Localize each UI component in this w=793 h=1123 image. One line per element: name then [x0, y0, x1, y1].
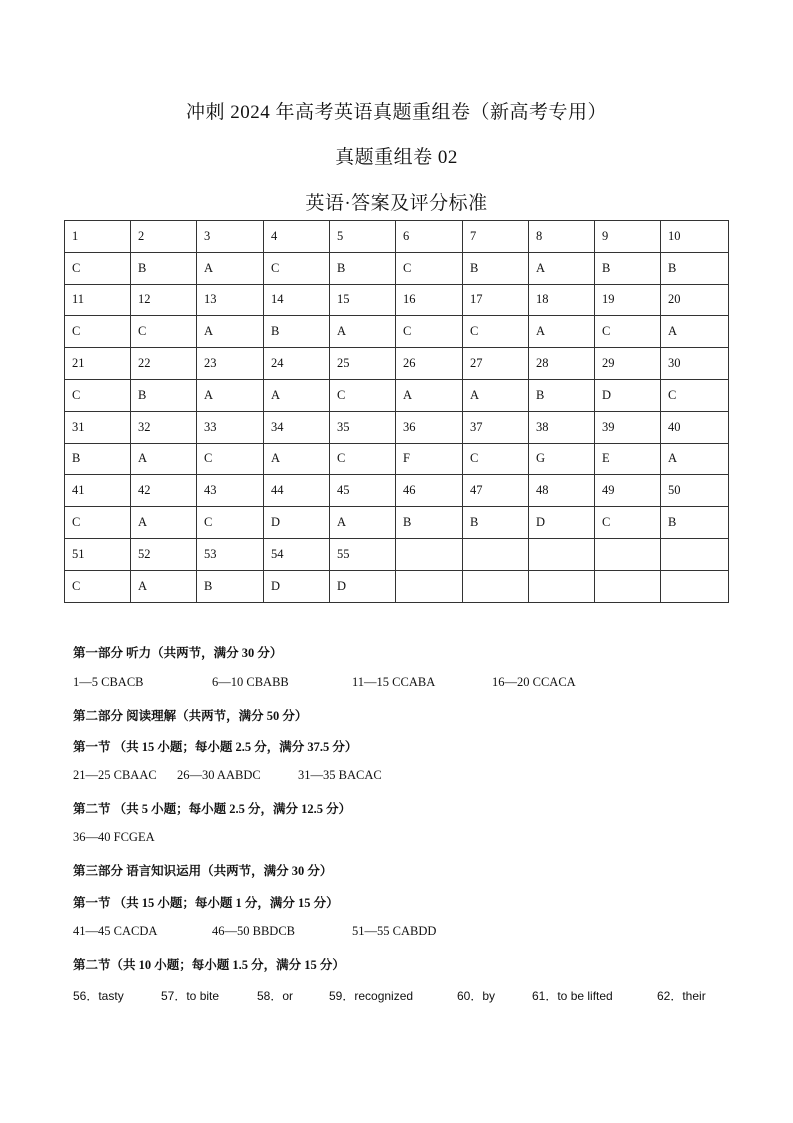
answer-cell: C [463, 316, 529, 348]
answer-cell: D [264, 570, 330, 602]
question-number-cell: 24 [264, 348, 330, 380]
question-number-cell: 39 [595, 411, 661, 443]
answer-cell [463, 570, 529, 602]
answer-cell: A [661, 316, 729, 348]
question-number-cell: 1 [65, 221, 131, 253]
answer-cell: B [595, 252, 661, 284]
answer-cell: D [330, 570, 396, 602]
answer-cell: C [396, 252, 463, 284]
answer-cell: A [197, 252, 264, 284]
question-number-cell: 15 [330, 284, 396, 316]
answer-row [65, 443, 729, 475]
answer-cell: A [529, 252, 595, 284]
part1-answers [73, 675, 576, 690]
document-subtitle: 真题重组卷 02 [335, 147, 458, 168]
question-number-cell: 7 [463, 221, 529, 253]
question-number-cell [463, 538, 529, 570]
answer-cell: C [65, 252, 131, 284]
question-number-cell [661, 538, 729, 570]
part1-heading: 第一部分 听力（共两节，满分 30 分） [73, 646, 283, 660]
answer-cell: B [131, 252, 197, 284]
answer-group: 16—20 CCACA [492, 675, 576, 689]
answer-cell: B [661, 252, 729, 284]
answer-cell: C [197, 507, 264, 539]
answer-cell: A [264, 379, 330, 411]
answer-group: 51—55 CABDD [352, 924, 437, 938]
answer-group: 46—50 BBDCB [212, 924, 296, 938]
question-number-cell [595, 538, 661, 570]
answer-cell: C [131, 316, 197, 348]
answer-cell: A [131, 570, 197, 602]
answer-cell: C [463, 443, 529, 475]
question-number-cell: 12 [131, 284, 197, 316]
answer-cell: A [661, 443, 729, 475]
answer-cell: B [330, 252, 396, 284]
answer-cell: A [463, 379, 529, 411]
question-number-cell: 38 [529, 411, 595, 443]
answer-cell: A [131, 443, 197, 475]
question-number-row [65, 475, 729, 507]
question-number-cell: 14 [264, 284, 330, 316]
question-number-cell: 10 [661, 221, 729, 253]
question-number-cell: 50 [661, 475, 729, 507]
question-number-cell: 3 [197, 221, 264, 253]
answer-group: 26—30 AABDC [177, 768, 261, 782]
question-number-cell: 20 [661, 284, 729, 316]
answer-cell: D [595, 379, 661, 411]
answer-group: 41—45 CACDA [73, 924, 158, 938]
question-number-cell: 18 [529, 284, 595, 316]
question-number-cell: 28 [529, 348, 595, 380]
answer-group: 36—40 FCGEA [73, 830, 155, 844]
question-number-cell: 22 [131, 348, 197, 380]
question-number-cell [529, 538, 595, 570]
answer-cell: B [65, 443, 131, 475]
answer-cell: B [463, 507, 529, 539]
answer-row [65, 507, 729, 539]
question-number-cell: 49 [595, 475, 661, 507]
answer-cell: A [330, 316, 396, 348]
answer-group: 11—15 CCABA [352, 675, 436, 689]
question-number-cell: 4 [264, 221, 330, 253]
answer-cell: F [396, 443, 463, 475]
answer-table-title: 英语·答案及评分标准 [305, 193, 488, 214]
question-number-cell: 34 [264, 411, 330, 443]
question-number-cell [396, 538, 463, 570]
question-number-cell: 51 [65, 538, 131, 570]
part2-heading: 第二部分 阅读理解（共两节，满分 50 分） [73, 709, 308, 723]
question-number-cell: 29 [595, 348, 661, 380]
answer-cell [661, 570, 729, 602]
part3-section1-answers [73, 924, 436, 939]
answer-cell: C [661, 379, 729, 411]
question-number-row [65, 221, 729, 253]
part2-section2-answers [73, 830, 155, 845]
answer-cell: C [595, 316, 661, 348]
answer-row [65, 379, 729, 411]
question-number-cell: 52 [131, 538, 197, 570]
part3-heading: 第三部分 语言知识运用（共两节，满分 30 分） [73, 864, 333, 878]
question-number-cell: 8 [529, 221, 595, 253]
answer-cell: D [264, 507, 330, 539]
question-number-cell: 27 [463, 348, 529, 380]
answer-group: 31—35 BACAC [298, 768, 382, 782]
question-number-row [65, 538, 729, 570]
question-number-cell: 13 [197, 284, 264, 316]
part3-section2-answers [73, 987, 706, 1004]
answer-cell: B [661, 507, 729, 539]
part2-section2-heading: 第二节 （共 5 小题；每小题 2.5 分，满分 12.5 分） [73, 802, 352, 816]
answer-group: 21—25 CBAAC [73, 768, 157, 782]
answer-cell: A [197, 379, 264, 411]
question-number-cell: 46 [396, 475, 463, 507]
answer-cell: C [396, 316, 463, 348]
answer-cell: C [65, 507, 131, 539]
question-number-cell: 30 [661, 348, 729, 380]
answer-cell: C [330, 443, 396, 475]
answer-cell: B [463, 252, 529, 284]
answer-item: 60．by [457, 989, 496, 1003]
answer-item: 56．tasty [73, 989, 124, 1003]
question-number-cell: 47 [463, 475, 529, 507]
question-number-cell: 32 [131, 411, 197, 443]
document-title: 冲刺 2024 年高考英语真题重组卷（新高考专用） [185, 102, 607, 123]
question-number-cell: 41 [65, 475, 131, 507]
answer-cell: B [264, 316, 330, 348]
answer-cell: C [595, 507, 661, 539]
question-number-cell: 26 [396, 348, 463, 380]
question-number-cell: 40 [661, 411, 729, 443]
question-number-cell: 6 [396, 221, 463, 253]
question-number-cell: 23 [197, 348, 264, 380]
answer-item: 59．recognized [329, 989, 414, 1003]
question-number-cell: 16 [396, 284, 463, 316]
answer-group: 1—5 CBACB [73, 675, 144, 689]
answer-item: 62．their [657, 989, 706, 1003]
answer-item: 61．to be lifted [532, 989, 613, 1003]
question-number-row [65, 284, 729, 316]
answer-cell: A [197, 316, 264, 348]
answer-row [65, 252, 729, 284]
answer-cell: B [529, 379, 595, 411]
question-number-row [65, 348, 729, 380]
question-number-cell: 2 [131, 221, 197, 253]
answer-cell: A [131, 507, 197, 539]
answer-cell: A [396, 379, 463, 411]
question-number-cell: 45 [330, 475, 396, 507]
part2-section1-heading: 第一节 （共 15 小题；每小题 2.5 分，满分 37.5 分） [73, 740, 358, 754]
question-number-cell: 19 [595, 284, 661, 316]
question-number-cell: 42 [131, 475, 197, 507]
answer-cell: C [65, 379, 131, 411]
question-number-cell: 11 [65, 284, 131, 316]
question-number-row [65, 411, 729, 443]
answer-cell: C [264, 252, 330, 284]
question-number-cell: 44 [264, 475, 330, 507]
answer-row [65, 316, 729, 348]
answer-cell: A [529, 316, 595, 348]
answer-item: 57．to bite [161, 989, 220, 1003]
part3-section1-heading: 第一节 （共 15 小题；每小题 1 分，满分 15 分） [73, 896, 339, 910]
part3-section2-heading: 第二节（共 10 小题；每小题 1.5 分，满分 15 分） [73, 958, 345, 972]
part2-section1-answers [73, 768, 382, 783]
question-number-cell: 35 [330, 411, 396, 443]
question-number-cell: 54 [264, 538, 330, 570]
answer-item: 58．or [257, 989, 294, 1003]
answer-row [65, 570, 729, 602]
question-number-cell: 5 [330, 221, 396, 253]
answer-cell: G [529, 443, 595, 475]
answer-cell: E [595, 443, 661, 475]
answer-cell: B [131, 379, 197, 411]
question-number-cell: 21 [65, 348, 131, 380]
answer-cell: B [396, 507, 463, 539]
question-number-cell: 43 [197, 475, 264, 507]
answer-table [64, 220, 729, 603]
question-number-cell: 55 [330, 538, 396, 570]
answer-cell: C [330, 379, 396, 411]
question-number-cell: 9 [595, 221, 661, 253]
answer-cell: C [65, 570, 131, 602]
answer-cell: D [529, 507, 595, 539]
answer-cell: C [65, 316, 131, 348]
question-number-cell: 31 [65, 411, 131, 443]
answer-group: 6—10 CBABB [212, 675, 289, 689]
answer-cell: A [264, 443, 330, 475]
answer-cell: A [330, 507, 396, 539]
answer-cell [396, 570, 463, 602]
question-number-cell: 33 [197, 411, 264, 443]
question-number-cell: 48 [529, 475, 595, 507]
question-number-cell: 25 [330, 348, 396, 380]
answer-cell [595, 570, 661, 602]
question-number-cell: 37 [463, 411, 529, 443]
question-number-cell: 36 [396, 411, 463, 443]
answer-cell: C [197, 443, 264, 475]
answer-cell [529, 570, 595, 602]
question-number-cell: 53 [197, 538, 264, 570]
answer-cell: B [197, 570, 264, 602]
question-number-cell: 17 [463, 284, 529, 316]
